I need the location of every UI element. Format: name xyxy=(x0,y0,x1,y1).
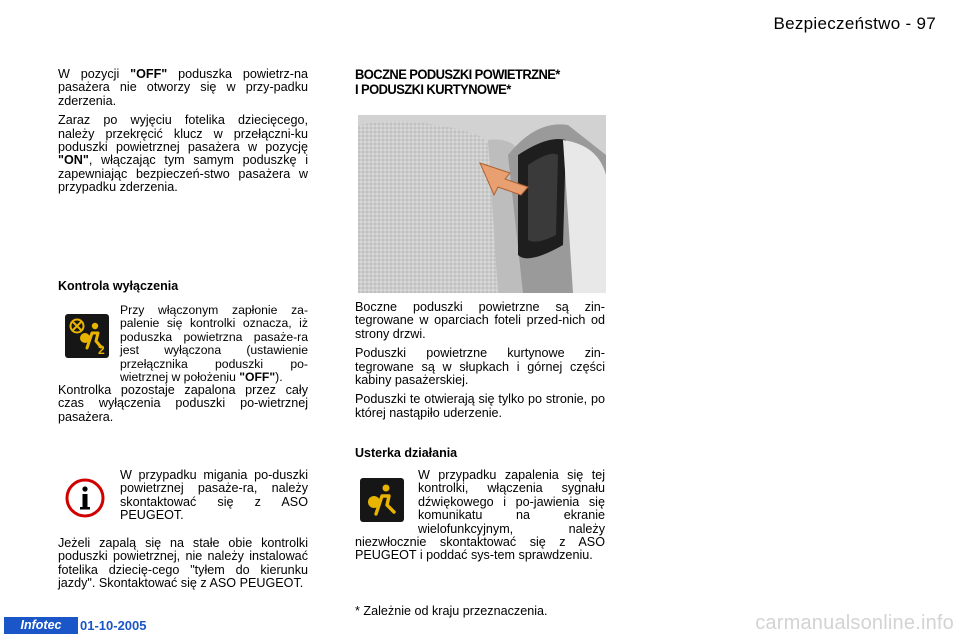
text: Zaraz po wyjęciu fotelika dziecięcego, należy przekręcić klucz w przełączni-ku poduszki powietrznej pasażera w pozycję xyxy=(58,113,308,155)
right-paragraphs xyxy=(355,301,605,426)
passenger-off-icon-container xyxy=(62,311,112,361)
paragraph-side-airbags: Boczne poduszki powietrzne są zin-tegrowane w oparciach foteli przed-nich od strony drzwi. xyxy=(355,300,605,341)
section-title-line: I PODUSZKI KURTYNOWE* xyxy=(355,82,511,97)
icon-float-spacer xyxy=(355,469,418,531)
usterka-heading: Usterka działania xyxy=(355,446,458,460)
section-title xyxy=(355,67,605,97)
last-paragraph: Jeżeli zapalą się na stałe obie kontrolki poduszki powietrznej, nie należy instalować fotelika dziecię-cego "tyłem do kierunku jazdy". Skontaktować się z ASO PEUGEOT. xyxy=(58,536,308,591)
kontrola-icon-text xyxy=(120,304,308,384)
usterka-text: W przypadku zapalenia się tej kontrolki, włączenia sygnału dźwiękowego i po-jawienia się komunikatu na ekranie wielofunkcyjnym, należy niezwłocznie skontaktować się z ASO PEUGEOT i poddać sys-tem sprawdzeniu. xyxy=(355,468,605,563)
paragraph-curtain-airbags: Poduszki powietrzne kurtynowe zin-tegrowane są w słupkach i górnej części kabiny pasażerskiej. xyxy=(355,346,605,388)
text: poduszka powietrz-na pasażera nie otworzy się w przy-padku zderzenia. xyxy=(58,67,308,108)
usterka-text-wrap xyxy=(355,469,605,563)
kontrola-paragraph: Kontrolka pozostaje zapalona przez cały czas wyłączenia poduszki po-wietrznej pasażera. xyxy=(58,383,308,424)
seat-airbag-photo xyxy=(358,115,606,293)
paragraph-on xyxy=(58,114,308,194)
airbag-off-warning-icon xyxy=(65,314,109,358)
text: , włączając tym samym poduszkę i zapewniając bezpieczeń-stwo pasażera w przypadku zderzenia. xyxy=(58,153,308,195)
paragraph-deploy-side: Poduszki te otwierają się tylko po stronie, po której nastąpiło uderzenie. xyxy=(355,392,605,420)
info-icon-container xyxy=(62,475,108,521)
bold-text: "OFF" xyxy=(130,67,168,81)
page-header: Bezpieczeństwo - 97 xyxy=(773,14,936,33)
left-intro xyxy=(58,68,308,201)
infotec-badge: Infotec xyxy=(4,617,78,634)
text: Przy włączonym zapłonie za-palenie się kontrolki oznacza, iż poduszka powietrzna pasaże-ra jest wyłączona (ustawienie przełącznika poduszki po-wietrznej w położeniu xyxy=(120,303,308,385)
svg-text:2: 2 xyxy=(98,343,105,357)
section-title-line: BOCZNE PODUSZKI POWIETRZNE* xyxy=(355,67,560,82)
footnote: * Zależnie od kraju przeznaczenia. xyxy=(355,604,548,618)
bold-text: "OFF" xyxy=(239,370,276,385)
info-text: W przypadku migania po-duszki powietrznej pasaże-ra, należy skontaktować się z ASO PEUGEOT. xyxy=(120,468,308,523)
text: ). xyxy=(275,370,283,385)
text: W pozycji xyxy=(58,67,131,81)
info-icon xyxy=(64,477,106,519)
footer-date: 01-10-2005 xyxy=(80,618,147,633)
bold-text: "ON" xyxy=(58,153,89,168)
watermark: carmanualsonline.info xyxy=(755,612,954,634)
kontrola-heading: Kontrola wyłączenia xyxy=(58,279,179,293)
paragraph-off xyxy=(58,68,308,108)
